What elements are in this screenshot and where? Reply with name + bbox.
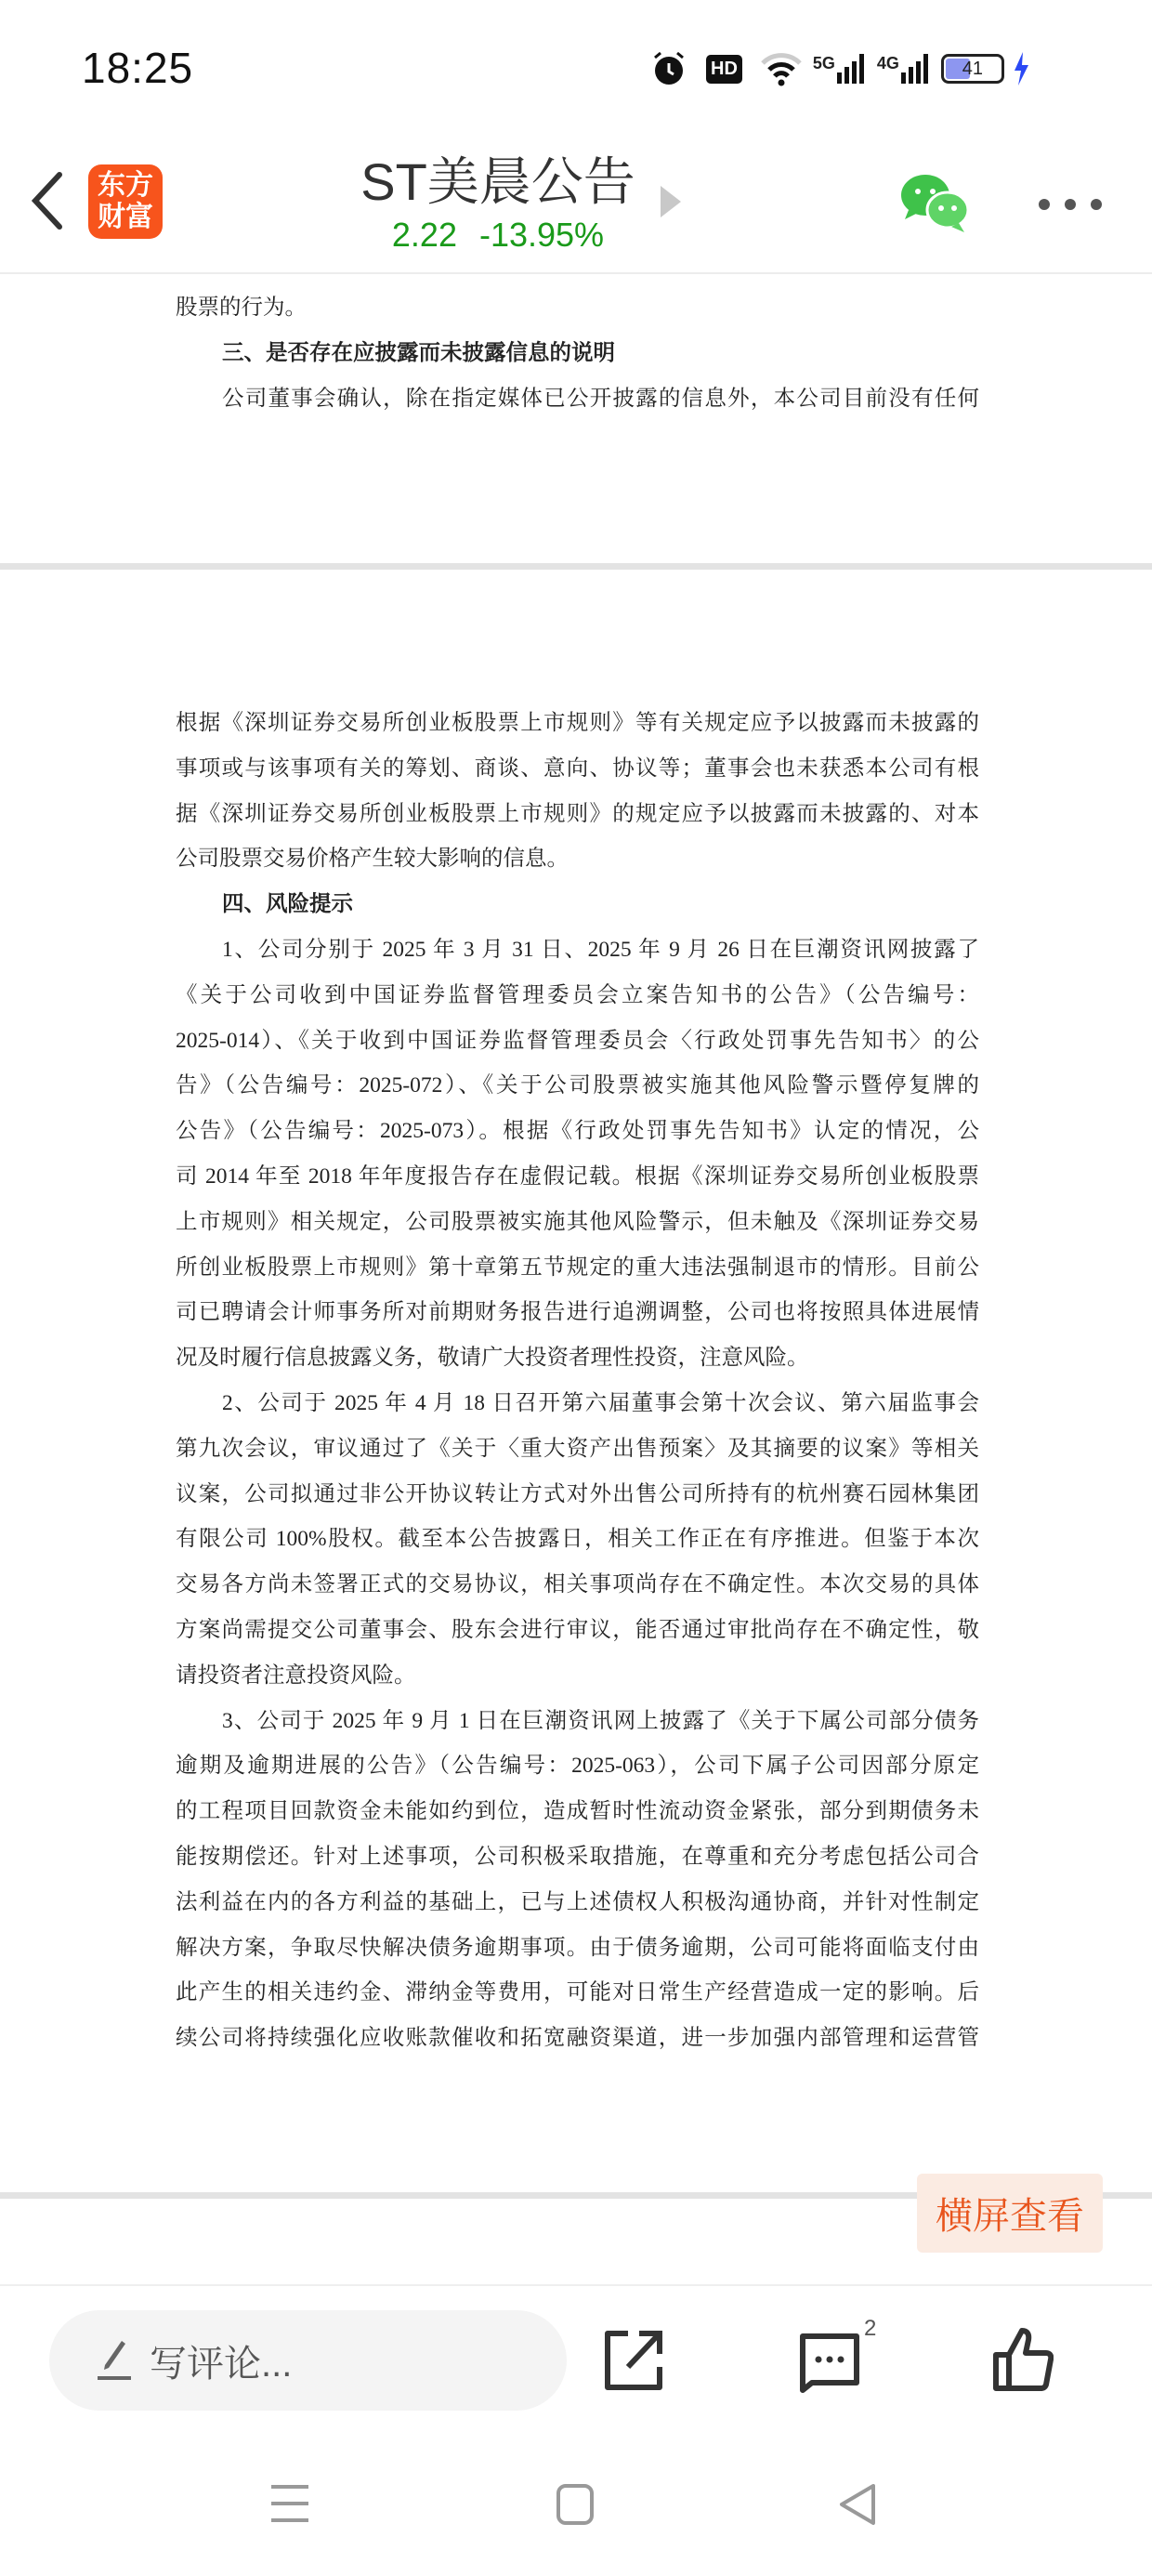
document-text-line: 方案尚需提交公司董事会、股东会进行审议，能否通过审批尚存在不确定性，敬 (176, 1618, 979, 1642)
document-text-line: 逾期及逾期进展的公告》（公告编号：2025-063），公司下属子公司因部分原定 (176, 1754, 979, 1779)
wechat-share-icon[interactable] (897, 171, 972, 232)
document-text-line: 司 2014 年至 2018 年年度报告存在虚假记载。根据《深圳证券交易所创业板股票 (176, 1164, 979, 1189)
document-text-line: 法利益在内的各方利益的基础上，已与上述债权人积极沟通协商，并针对性制定 (176, 1889, 979, 1914)
document-text-line: 事项或与该事项有关的筹划、商谈、意向、协议等；董事会也未获悉本公司有根 (176, 756, 979, 781)
write-comment-input[interactable] (49, 2310, 567, 2411)
stock-quote (297, 216, 699, 255)
document-text-line: 公司董事会确认，除在指定媒体已公开披露的信息外，本公司目前没有任何 (222, 386, 979, 411)
header-divider (0, 272, 1152, 274)
document-text-line: 2025-014）、《关于收到中国证券监督管理委员会〈行政处罚事先告知书〉的公 (176, 1028, 979, 1053)
back-nav-icon[interactable] (838, 2483, 877, 2526)
document-text-line: 况及时履行信息披露义务，敬请广大投资者理性投资，注意风险。 (176, 1346, 809, 1371)
alarm-icon (650, 50, 687, 87)
document-text-line: 公告》（公告编号：2025-073）。根据《行政处罚事先告知书》认定的情况，公 (176, 1119, 979, 1144)
stock-price: 2.22 (391, 216, 457, 254)
back-chevron-icon[interactable] (24, 171, 71, 230)
document-text-line: 3、公司于 2025 年 9 月 1 日在巨潮资讯网上披露了《关于下属公司部分债务 (222, 1708, 979, 1733)
status-icons (650, 50, 1030, 87)
document-text-line: 续公司将持续强化应收账款催收和拓宽融资渠道，进一步加强内部管理和运营管 (176, 2026, 979, 2051)
document-text-line: 议案，公司拟通过非公开协议转让方式对外出售公司所持有的杭州赛石园林集团 (176, 1481, 979, 1506)
recent-apps-icon[interactable] (269, 2483, 310, 2524)
page-title: ST美晨公告 (360, 152, 635, 211)
logo-text-line2: 财富 (98, 202, 153, 232)
stock-change: -13.95% (478, 216, 605, 254)
document-text-line: 上市规则》相关规定，公司股票被实施其他风险警示，但未触及《深圳证券交易 (176, 1209, 979, 1234)
page-separator (0, 563, 1152, 570)
hd-icon: HD (706, 55, 742, 84)
comment-placeholder: 写评论... (150, 2343, 293, 2385)
document-text-line: 能按期偿还。针对上述事项，公司积极采取措施，在尊重和充分考虑包括公司合 (176, 1845, 979, 1869)
comment-count-badge: 2 (864, 2316, 877, 2341)
network-4g-label: 4G (876, 54, 899, 72)
home-icon[interactable] (556, 2483, 595, 2526)
signal-5g-icon (813, 54, 864, 84)
comments-icon[interactable] (799, 2333, 860, 2394)
wifi-icon (759, 50, 804, 87)
document-text-line: 公司股票交易价格产生较大影响的信息。 (176, 847, 569, 872)
section-heading: 三、是否存在应披露而未披露信息的说明 (222, 340, 615, 365)
document-text-line: 告》（公告编号：2025-072）、《关于公司股票被实施其他风险警示暨停复牌的 (176, 1073, 979, 1098)
section-heading: 四、风险提示 (222, 892, 353, 917)
charging-icon (1012, 50, 1030, 87)
battery-level: 41 (962, 58, 984, 79)
document-text-line: 此产生的相关违约金、滞纳金等费用，可能对日常生产经营造成一定的影响。后 (176, 1980, 979, 2005)
document-text-line: 请投资者注意投资风险。 (176, 1663, 416, 1688)
pencil-icon (96, 2337, 133, 2384)
document-text-line: 解决方案，争取尽快解决债务逾期事项。由于债务逾期，公司可能将面临支付由 (176, 1935, 979, 1960)
landscape-view-button[interactable]: 横屏查看 (917, 2174, 1103, 2253)
document-text-line: 1、公司分别于 2025 年 3 月 31 日、2025 年 9 月 26 日在巨潮资讯网披露了 (222, 938, 979, 962)
expand-triangle-icon[interactable] (661, 186, 681, 217)
network-5g-label: 5G (812, 54, 835, 72)
document-text-line: 所创业板股票上市规则》第十章第五节规定的重大违法强制退市的情形。目前公 (176, 1255, 979, 1280)
logo-text-line1: 东方 (98, 170, 153, 201)
document-text-line: 交易各方尚未签署正式的交易协议，相关事项尚存在不确定性。本次交易的具体 (176, 1572, 979, 1597)
battery-icon (941, 54, 1004, 84)
more-options-icon[interactable] (1033, 193, 1107, 216)
like-thumbs-up-icon[interactable] (992, 2327, 1054, 2392)
document-text-line: 股票的行为。 (176, 296, 307, 320)
document-text-line: 的工程项目回款资金未能如约到位，造成暂时性流动资金紧张，部分到期债务未 (176, 1799, 979, 1824)
signal-4g-icon (877, 54, 928, 84)
document-text-line: 有限公司 100%股权。截至本公告披露日，相关工作正在有序推进。但鉴于本次 (176, 1527, 979, 1552)
share-icon[interactable] (604, 2330, 663, 2391)
document-text-line: 第九次会议，审议通过了《关于〈重大资产出售预案〉及其摘要的议案》等相关 (176, 1436, 979, 1461)
document-text-line: 根据《深圳证券交易所创业板股票上市规则》等有关规定应予以披露而未披露的 (176, 711, 979, 735)
status-time: 18:25 (82, 44, 194, 92)
document-text-line: 《关于公司收到中国证券监督管理委员会立案告知书的公告》（公告编号： (176, 982, 979, 1007)
bottom-bar-divider (0, 2284, 1152, 2286)
app-logo (88, 164, 163, 239)
document-text-line: 司已聘请会计师事务所对前期财务报告进行追溯调整，公司也将按照具体进展情 (176, 1300, 979, 1325)
document-text-line: 据《深圳证券交易所创业板股票上市规则》的规定应予以披露而未披露的、对本 (176, 801, 979, 826)
document-text-line: 2、公司于 2025 年 4 月 18 日召开第六届董事会第十次会议、第六届监事会 (222, 1391, 979, 1415)
